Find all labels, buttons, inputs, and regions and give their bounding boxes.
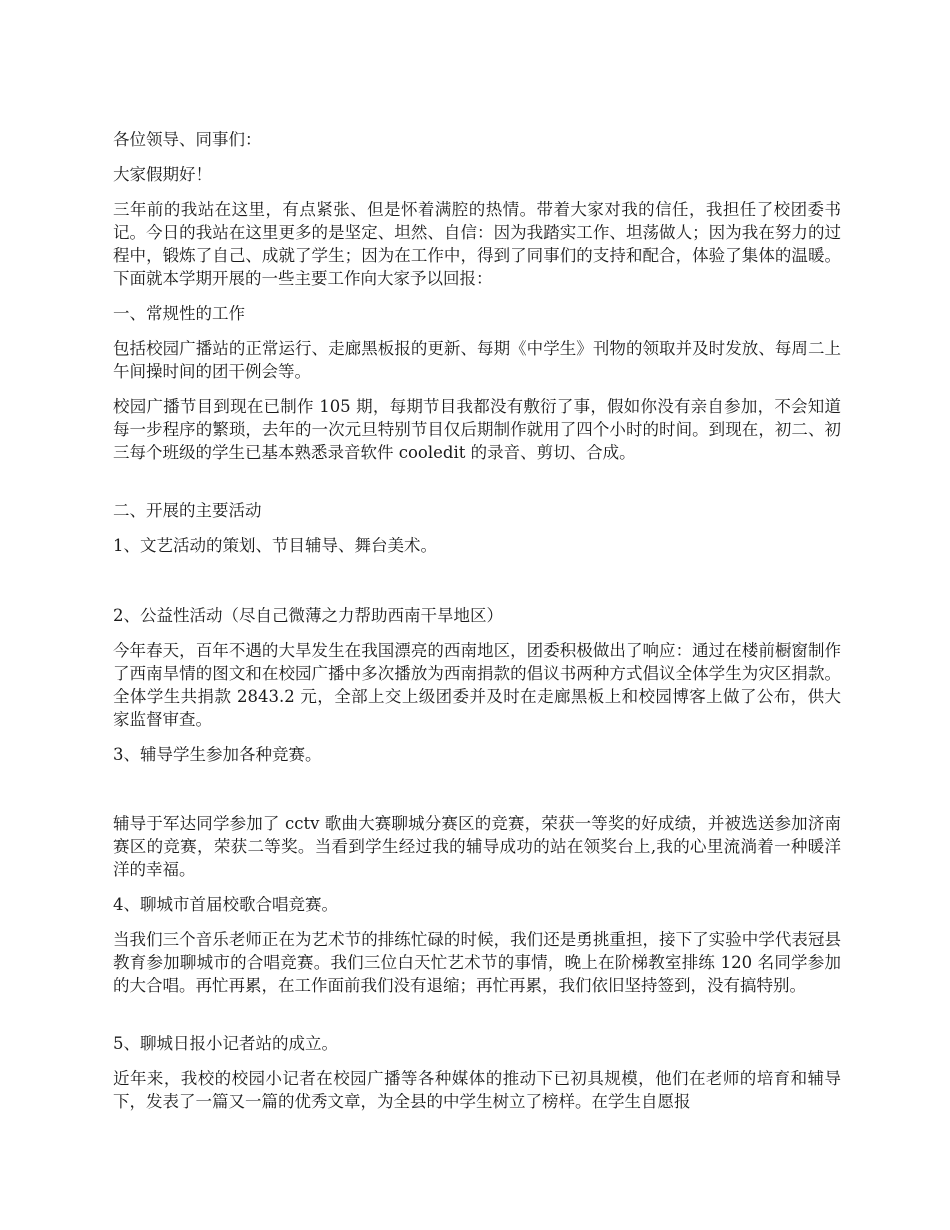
item-4-heading: 4、聊城市首届校歌合唱竞赛。 xyxy=(113,895,338,914)
item-1-heading: 1、文艺活动的策划、节目辅导、舞台美术。 xyxy=(113,536,437,555)
reporter-paragraph: 近年来，我校的校园小记者在校园广播等各种媒体的推动下已初具规模，他们在老师的培育和辅导下，发表了一篇又一篇的优秀文章，为全县的中学生树立了榜样。在学生自愿报 xyxy=(113,1069,841,1111)
intro-paragraph: 三年前的我站在这里，有点紧张、但是怀着满腔的热情。带着大家对我的信任，我担任了校团委书记。今日的我站在这里更多的是坚定、坦然、自信：因为我踏实工作、坦荡做人；因为我在努力的过程中，锻炼了自己、成就了学生；因为在工作中，得到了同事们的支持和配合，体验了集体的温暖。下面就本学期开展的一些主要工作向大家予以回报： xyxy=(113,200,841,288)
item-3-heading: 3、辅导学生参加各种竞赛。 xyxy=(113,745,322,764)
routine-work-paragraph: 包括校园广播站的正常运行、走廊黑板报的更新、每期《中学生》刊物的领取并及时发放、每周二上午间操时间的团干例会等。 xyxy=(113,339,841,381)
choir-paragraph: 当我们三个音乐老师正在为艺术节的排练忙碌的时候，我们还是勇挑重担，接下了实验中学代表冠县教育参加聊城市的合唱竞赛。我们三位白天忙艺术节的事情，晚上在阶梯教室排练 120 名同学参加的大合唱。再忙再累，在工作面前我们没有退缩；再忙再累，我们依旧坚持签到，没有搞特别。 xyxy=(113,930,841,995)
donation-paragraph: 今年春天，百年不遇的大旱发生在我国漂亮的西南地区，团委积极做出了响应：通过在楼前橱窗制作了西南旱情的图文和在校园广播中多次播放为西南捐款的倡议书两种方式倡议全体学生为灾区捐款。全体学生共捐款 2843.2 元，全部上交上级团委并及时在走廊黑板上和校园博客上做了公布，供大家监督审查。 xyxy=(113,641,841,729)
item-2-heading: 2、公益性活动（尽自己微薄之力帮助西南干旱地区） xyxy=(113,606,503,625)
competition-paragraph: 辅导于军达同学参加了 cctv 歌曲大赛聊城分赛区的竞赛，荣获一等奖的好成绩，并被选送参加济南赛区的竞赛，荣获二等奖。当看到学生经过我的辅导成功的站在领奖台上,我的心里流淌着一种暖洋洋的幸福。 xyxy=(113,814,841,879)
section-heading-main-activities: 二、开展的主要活动 xyxy=(113,501,262,520)
salutation: 各位领导、同事们： xyxy=(113,130,262,149)
broadcast-paragraph: 校园广播节目到现在已制作 105 期，每期节目我都没有敷衍了事，假如你没有亲自参加，不会知道每一步程序的繁琐，去年的一次元旦特别节目仅后期制作就用了四个小时的时间。到现在，初二、初三每个班级的学生已基本熟悉录音软件 cooledit 的录音、剪切、合成。 xyxy=(113,397,841,462)
item-5-heading: 5、聊城日报小记者站的成立。 xyxy=(113,1034,338,1053)
section-heading-routine-work: 一、常规性的工作 xyxy=(113,304,245,323)
greeting: 大家假期好！ xyxy=(113,165,212,184)
